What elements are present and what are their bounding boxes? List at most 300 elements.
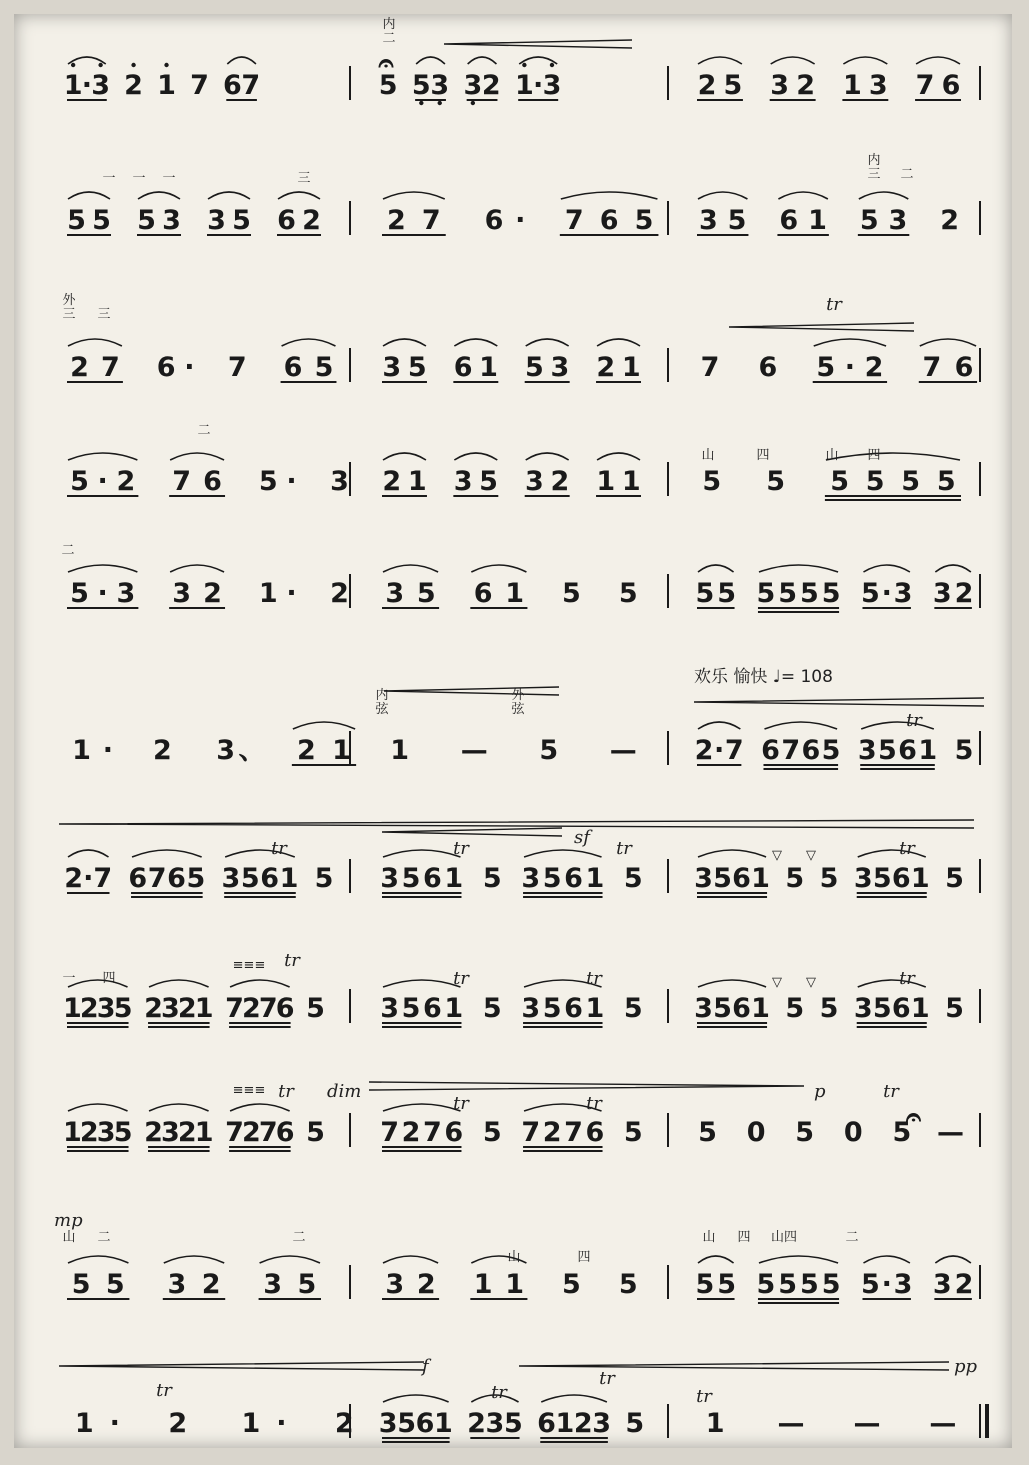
- trill-mark: tr: [586, 1093, 602, 1114]
- slur: [149, 1104, 209, 1111]
- note: 6: [423, 993, 442, 1024]
- fermata: 𝄐: [378, 48, 394, 79]
- score-page: [14, 14, 1012, 1448]
- slur: [935, 565, 971, 572]
- note: 3: [378, 1408, 398, 1439]
- note: 7: [101, 352, 120, 383]
- slur: [826, 453, 960, 460]
- note: 1: [332, 735, 351, 766]
- note: 1: [808, 205, 827, 236]
- note: 2: [694, 735, 714, 766]
- note: 5: [623, 863, 643, 894]
- note: 5: [539, 735, 559, 766]
- note: 2: [481, 70, 501, 101]
- note: 7: [700, 352, 720, 383]
- slur: [863, 565, 909, 572]
- note: 5: [830, 466, 850, 497]
- note: 2: [542, 1117, 562, 1148]
- note: 5: [821, 735, 841, 766]
- slur: [68, 850, 109, 857]
- note: 3: [221, 863, 241, 894]
- octave-dot: [71, 63, 75, 67]
- note: 5: [727, 205, 747, 236]
- slur: [68, 453, 137, 460]
- note: 7: [521, 1117, 541, 1148]
- note: 3: [160, 993, 180, 1024]
- note: 6: [954, 352, 974, 383]
- piano-mark: p: [814, 1081, 826, 1102]
- note: 7: [258, 993, 278, 1024]
- note: 5: [821, 578, 841, 609]
- note: 6: [891, 863, 911, 894]
- note: 5: [778, 1269, 798, 1300]
- note: 1: [555, 1408, 575, 1439]
- note: 1: [63, 993, 82, 1024]
- note: 5: [137, 205, 156, 236]
- note: 5: [723, 70, 743, 101]
- note: 2: [70, 352, 89, 383]
- slur: [230, 1104, 290, 1111]
- note: 6: [203, 466, 222, 497]
- octave-dot: [550, 63, 554, 67]
- note: 5: [860, 1269, 880, 1300]
- note: ·: [109, 1408, 120, 1439]
- fingering-mark: 三: [97, 307, 111, 322]
- slur: [383, 453, 426, 460]
- slur: [597, 339, 640, 346]
- slur: [68, 192, 110, 199]
- trill-mark: tr: [271, 838, 287, 859]
- note: 5: [113, 993, 133, 1024]
- note: 5: [872, 863, 892, 894]
- accent-mark: ▽: [772, 975, 782, 990]
- note: ·: [714, 735, 725, 766]
- note: 5: [816, 352, 836, 383]
- slur: [68, 1256, 128, 1263]
- slur: [68, 1104, 128, 1111]
- note: 1: [72, 735, 91, 766]
- rest: 0: [746, 1117, 766, 1148]
- fingering-mark: 二: [61, 543, 75, 558]
- slur: [698, 565, 734, 572]
- note: 5: [901, 466, 921, 497]
- slur: [471, 565, 526, 572]
- note: 6: [283, 352, 303, 383]
- note: 1: [74, 1408, 94, 1439]
- fingering-mark: 一: [102, 171, 116, 186]
- slur: [383, 980, 460, 987]
- note: 6: [537, 1408, 556, 1439]
- note: 6: [453, 352, 473, 383]
- note: 7: [190, 70, 209, 101]
- note: 2: [242, 993, 261, 1024]
- slur: [698, 192, 747, 199]
- note: 1: [63, 1117, 82, 1148]
- mezzo-piano-mark: mp: [54, 1210, 83, 1231]
- accent-mark: ▽: [772, 848, 782, 863]
- note: 3: [385, 578, 405, 609]
- note: 7: [564, 205, 584, 236]
- note: 5: [482, 993, 502, 1024]
- slur: [541, 1395, 607, 1402]
- note: 3: [463, 70, 483, 101]
- note: 5: [892, 1117, 912, 1148]
- note: 5: [756, 1269, 776, 1300]
- slur: [526, 339, 569, 346]
- slur: [138, 192, 180, 199]
- note: 5: [800, 578, 819, 609]
- dash: —: [853, 1408, 881, 1439]
- note: 6: [732, 863, 751, 894]
- note: 1: [444, 993, 464, 1024]
- note: 5: [542, 863, 562, 894]
- fingering-mark: 四: [102, 971, 116, 986]
- note: 3: [96, 993, 116, 1024]
- note: 2: [297, 735, 316, 766]
- note: 3: [694, 863, 713, 894]
- note: 2: [596, 352, 616, 383]
- note: 3: [96, 1117, 116, 1148]
- dash: —: [609, 735, 637, 766]
- note: 5: [872, 993, 892, 1024]
- slur: [164, 1256, 224, 1263]
- note: 6: [941, 70, 961, 101]
- slur: [227, 57, 256, 64]
- note: 5: [623, 1117, 643, 1148]
- note: ·: [286, 466, 297, 497]
- note: 6: [758, 352, 778, 383]
- octave-dot: [164, 63, 168, 67]
- note: 6: [585, 1117, 605, 1148]
- note: 5: [785, 863, 805, 894]
- crescendo-hairpin: [59, 820, 974, 828]
- note: 5: [800, 1269, 819, 1300]
- fingering-mark: 四: [756, 448, 770, 463]
- note: 5: [695, 1269, 715, 1300]
- note: 2: [954, 578, 974, 609]
- note: 2: [416, 1269, 436, 1300]
- note: 1: [473, 1269, 493, 1300]
- note: 1: [514, 70, 534, 101]
- note: ·: [97, 466, 108, 497]
- note: 2: [177, 993, 197, 1024]
- note: 5: [713, 863, 732, 894]
- crescendo-hairpin: [444, 40, 632, 48]
- note: 1: [434, 1408, 453, 1439]
- note: 5: [778, 578, 798, 609]
- note: 5: [618, 1269, 638, 1300]
- accent-mark: ▽: [806, 848, 816, 863]
- note: 3: [853, 863, 873, 894]
- note: 5: [702, 466, 722, 497]
- fingering-mark: 二: [292, 1230, 306, 1245]
- note: 2: [302, 205, 321, 236]
- note: 5: [113, 1117, 133, 1148]
- note: ·: [102, 735, 114, 766]
- note: 3: [542, 70, 562, 101]
- note: 5: [756, 578, 776, 609]
- note: 1: [705, 1408, 725, 1439]
- note: 5: [936, 466, 956, 497]
- slur: [278, 192, 320, 199]
- slur: [383, 565, 438, 572]
- note: 6: [444, 1117, 464, 1148]
- note: ·: [97, 578, 108, 609]
- note: 5: [945, 993, 964, 1024]
- note: 3: [91, 70, 111, 101]
- slur: [698, 850, 766, 857]
- note: 7: [564, 1117, 583, 1148]
- note: 5: [401, 993, 421, 1024]
- slur: [293, 722, 355, 729]
- note: 5: [525, 352, 544, 383]
- note: 7: [724, 735, 744, 766]
- note: 7: [915, 70, 935, 101]
- fingering-mark: 山四: [770, 1230, 798, 1245]
- trill-mark: tr: [284, 950, 300, 971]
- note: 5: [482, 1117, 502, 1148]
- note: 7: [227, 352, 247, 383]
- note: 6: [801, 735, 821, 766]
- crescendo-hairpin: [384, 687, 559, 695]
- note: 1: [479, 352, 498, 383]
- slur: [764, 722, 837, 729]
- crescendo-hairpin: [59, 1362, 424, 1370]
- slur: [916, 57, 960, 64]
- note: 5: [314, 352, 334, 383]
- note: 2: [242, 1117, 261, 1148]
- note: 6: [260, 863, 280, 894]
- note: 3: [116, 578, 136, 609]
- note: 7: [258, 1117, 278, 1148]
- dash: —: [777, 1408, 805, 1439]
- note: 7: [423, 1117, 442, 1148]
- note: 7: [241, 70, 261, 101]
- note: 3: [382, 352, 402, 383]
- note: 5: [717, 578, 737, 609]
- trill-mark: tr: [599, 1368, 615, 1389]
- slur: [260, 1256, 320, 1263]
- note: 5: [482, 863, 502, 894]
- note: 1: [241, 1408, 261, 1439]
- note: 3: [162, 205, 181, 236]
- note: 2: [467, 1408, 486, 1439]
- note: 3: [868, 70, 888, 101]
- slur: [208, 192, 250, 199]
- trill-mark: tr: [826, 294, 842, 315]
- slur: [230, 980, 290, 987]
- slur: [383, 1104, 460, 1111]
- slur: [282, 339, 336, 346]
- note: 3: [160, 1117, 180, 1148]
- note: 3: [770, 70, 790, 101]
- fingering-mark: 二: [845, 1230, 859, 1245]
- fingering-mark: 三: [62, 307, 76, 322]
- octave-dot: [98, 63, 102, 67]
- slur: [68, 980, 128, 987]
- fingering-mark: 二: [197, 423, 211, 438]
- note: 1: [585, 863, 605, 894]
- slur: [843, 57, 887, 64]
- note: 2: [177, 1117, 197, 1148]
- slur: [383, 1395, 449, 1402]
- note: 5: [717, 1269, 737, 1300]
- fingering-mark: 弦: [511, 702, 525, 717]
- note: 5: [70, 466, 89, 497]
- note: 5: [67, 205, 86, 236]
- slur: [383, 192, 445, 199]
- fingering-mark: 二: [900, 167, 914, 182]
- note: 1: [751, 863, 770, 894]
- note: 1: [910, 863, 930, 894]
- note: 6: [156, 352, 176, 383]
- note: 2: [79, 993, 99, 1024]
- note: 3: [430, 70, 450, 101]
- note: 3: [380, 993, 400, 1024]
- dash: —: [929, 1408, 957, 1439]
- fingering-mark: 山: [825, 448, 839, 463]
- note: 7: [225, 993, 244, 1024]
- note: 5: [819, 863, 839, 894]
- note: 6: [761, 735, 780, 766]
- trill-mark: tr: [453, 968, 469, 989]
- note: 2: [79, 1117, 99, 1148]
- trill-mark: tr: [278, 1081, 294, 1102]
- slur: [383, 339, 426, 346]
- slur: [468, 57, 497, 64]
- note: 2: [387, 205, 406, 236]
- note: 7: [93, 863, 113, 894]
- note: 3: [932, 578, 952, 609]
- note: 2: [64, 863, 84, 894]
- note: 6: [564, 993, 583, 1024]
- trill-mark: tr: [696, 1386, 712, 1407]
- crescendo-hairpin: [519, 1362, 949, 1370]
- note: 3: [853, 993, 873, 1024]
- note: 3: [521, 993, 541, 1024]
- note: 5: [865, 466, 885, 497]
- note: 5: [401, 863, 421, 894]
- note: 3: [207, 205, 226, 236]
- note: 2: [168, 1408, 188, 1439]
- note: 5: [232, 205, 251, 236]
- note: 2: [201, 1269, 221, 1300]
- note: ·: [881, 578, 892, 609]
- note: 5: [297, 1269, 317, 1300]
- note: 5: [562, 1269, 581, 1300]
- note: 1: [194, 1117, 214, 1148]
- note: 5: [503, 1408, 523, 1439]
- fingering-mark: 三: [867, 167, 881, 182]
- note: 5: [698, 1117, 717, 1148]
- note: 2: [550, 466, 570, 497]
- slur: [561, 192, 658, 199]
- slur: [597, 453, 640, 460]
- note: 1: [918, 735, 938, 766]
- note: ·: [81, 70, 93, 101]
- crescendo-hairpin: [694, 698, 984, 706]
- note: 5: [860, 578, 880, 609]
- note: 5: [859, 205, 879, 236]
- note: 1: [390, 735, 410, 766]
- note: 5: [186, 863, 206, 894]
- crescendo-hairpin: [382, 828, 562, 836]
- fingering-mark: ≡≡≡: [232, 958, 266, 973]
- slur: [698, 1256, 734, 1263]
- fingering-mark: 一: [62, 971, 76, 986]
- note: 3: [485, 1408, 505, 1439]
- note: 2: [144, 1117, 163, 1148]
- dash: —: [937, 1117, 964, 1148]
- trill-mark: tr: [453, 1093, 469, 1114]
- note: 2: [382, 466, 402, 497]
- slur: [170, 453, 224, 460]
- note: 、: [238, 735, 266, 766]
- note: 5: [625, 1408, 645, 1439]
- trill-mark: tr: [883, 1081, 899, 1102]
- slur: [698, 980, 766, 987]
- note: 7: [380, 1117, 400, 1148]
- note: 1: [505, 1269, 525, 1300]
- trill-mark: tr: [616, 838, 632, 859]
- slur: [149, 980, 209, 987]
- note: 3: [453, 466, 473, 497]
- fingering-mark: ≡≡≡: [232, 1083, 266, 1098]
- note: 3: [263, 1269, 283, 1300]
- note: 7: [421, 205, 441, 236]
- note: 6: [223, 70, 242, 101]
- fingering-mark: 外: [511, 688, 525, 703]
- note: 7: [922, 352, 942, 383]
- note: 7: [147, 863, 167, 894]
- note: 1: [63, 70, 83, 101]
- trill-mark: tr: [453, 838, 469, 859]
- forte-mark: f: [422, 1356, 429, 1377]
- note: 5: [562, 578, 581, 609]
- note: 1: [279, 863, 299, 894]
- note: 2: [203, 578, 222, 609]
- note: 6: [779, 205, 799, 236]
- note: 3: [550, 352, 570, 383]
- pianissimo-mark: pp: [954, 1356, 978, 1377]
- note: 5: [634, 205, 654, 236]
- note: 6: [599, 205, 619, 236]
- note: 3: [216, 735, 236, 766]
- fingering-mark: 四: [577, 1250, 591, 1265]
- note: 5: [240, 863, 260, 894]
- slur: [698, 722, 740, 729]
- note: 1: [621, 352, 641, 383]
- slur: [935, 1256, 971, 1263]
- note: 1: [751, 993, 770, 1024]
- note: 5: [92, 205, 111, 236]
- fingering-mark: 四: [737, 1230, 751, 1245]
- diminuendo-mark: dim: [327, 1081, 362, 1102]
- note: 5: [70, 578, 89, 609]
- fingering-mark: 内: [867, 153, 881, 168]
- fingering-mark: 内: [375, 688, 389, 703]
- note: 5: [411, 70, 431, 101]
- note: 5: [766, 466, 786, 497]
- note: ·: [83, 863, 94, 894]
- fingering-mark: 四: [867, 448, 881, 463]
- note: 6: [128, 863, 148, 894]
- note: 6: [732, 993, 751, 1024]
- rest: 0: [843, 1117, 863, 1148]
- note: 5: [785, 993, 805, 1024]
- octave-dot: [522, 63, 526, 67]
- note: 5: [795, 1117, 815, 1148]
